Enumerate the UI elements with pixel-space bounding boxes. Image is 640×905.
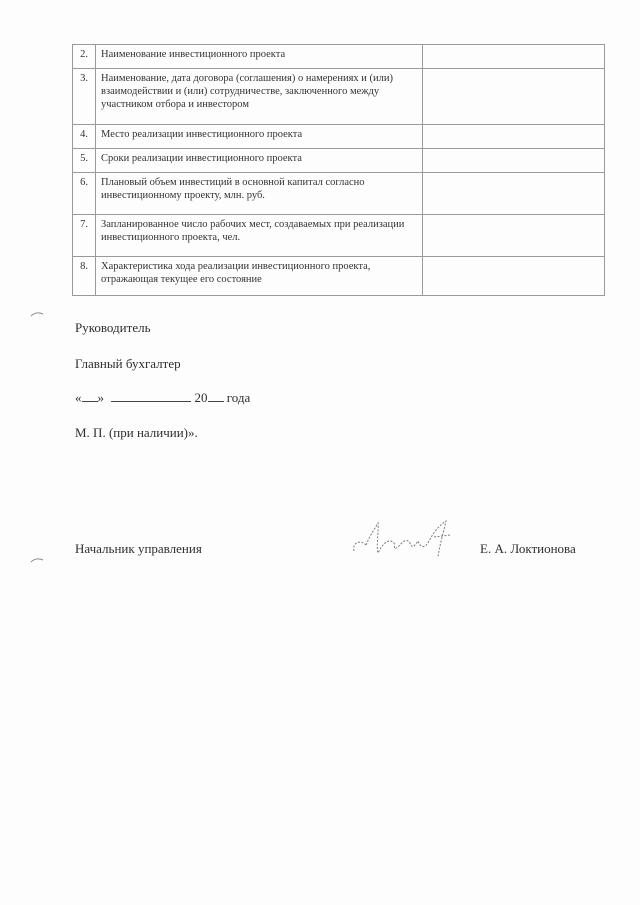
row-label: Запланированное число рабочих мест, создаваемых при реализации инвестиционного проекта, чел. xyxy=(96,215,423,257)
table-row xyxy=(73,69,605,125)
year-prefix: 20 xyxy=(194,390,208,405)
row-number: 2. xyxy=(73,45,96,69)
signoff-position: Начальник управления xyxy=(75,541,202,556)
date-close-quote: » xyxy=(97,390,104,405)
row-label: Характеристика хода реализации инвестиционного проекта, отражающая текущее его состояние xyxy=(96,257,423,296)
signoff-name: Е. А. Локтионова xyxy=(480,541,576,556)
table-row xyxy=(73,149,605,173)
table-row xyxy=(73,215,605,257)
row-label: Сроки реализации инвестиционного проекта xyxy=(96,149,423,173)
row-value xyxy=(423,173,605,215)
investment-project-table xyxy=(72,44,605,296)
manager-label: Руководитель xyxy=(75,320,151,335)
row-number: 5. xyxy=(73,149,96,173)
row-value xyxy=(423,149,605,173)
table-row xyxy=(73,125,605,149)
row-label: Наименование, дата договора (соглашения) о намерениях и (или) взаимодействии и (или) сотрудничестве, заключенного между участником отбора и инвестором xyxy=(96,69,423,125)
row-number: 6. xyxy=(73,173,96,215)
date-line xyxy=(75,390,250,406)
row-value xyxy=(423,45,605,69)
stamp-note: М. П. (при наличии)». xyxy=(75,425,198,440)
month-blank xyxy=(111,390,191,402)
table-row xyxy=(73,173,605,215)
row-number: 8. xyxy=(73,257,96,296)
row-label: Место реализации инвестиционного проекта xyxy=(96,125,423,149)
year-blank xyxy=(208,390,224,402)
date-open-quote: « xyxy=(75,390,82,405)
row-number: 4. xyxy=(73,125,96,149)
chief-accountant-label: Главный бухгалтер xyxy=(75,356,181,371)
table-row xyxy=(73,45,605,69)
table-row xyxy=(73,257,605,296)
row-label: Наименование инвестиционного проекта xyxy=(96,45,423,69)
row-label: Плановый объем инвестиций в основной капитал согласно инвестиционному проекту, млн. руб. xyxy=(96,173,423,215)
scan-mark-icon xyxy=(30,556,44,564)
row-number: 7. xyxy=(73,215,96,257)
date-suffix: года xyxy=(226,390,251,405)
row-value xyxy=(423,125,605,149)
row-value xyxy=(423,69,605,125)
row-value xyxy=(423,257,605,296)
scan-mark-icon xyxy=(30,310,44,318)
handwritten-signature xyxy=(348,517,458,563)
row-number: 3. xyxy=(73,69,96,125)
day-blank xyxy=(82,390,98,402)
row-value xyxy=(423,215,605,257)
